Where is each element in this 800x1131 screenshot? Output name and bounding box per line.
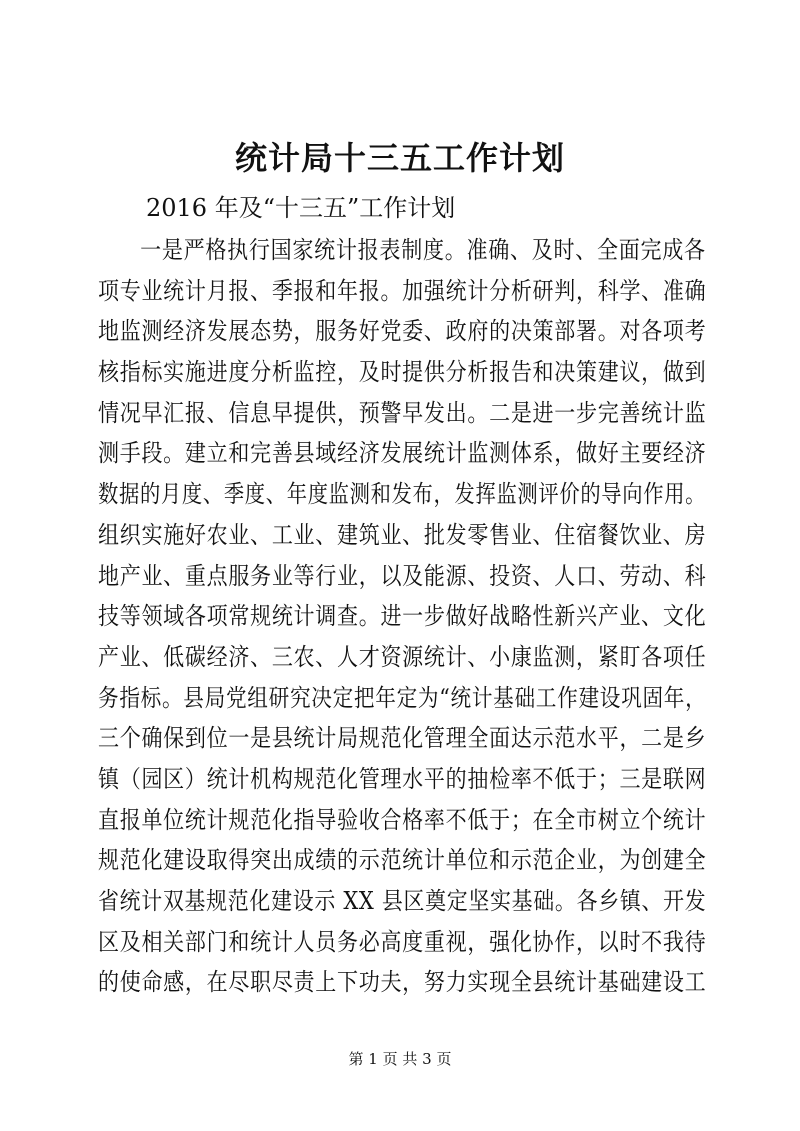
body-line: 直报单位统计规范化指导验收合格率不低于；在全市树立个统计 [98, 805, 707, 834]
body-line: 产业、低碳经济、三农、人才资源统计、小康监测，紧盯各项任 [98, 642, 707, 671]
page-number-footer: 第 1 页 共 3 页 [348, 1050, 452, 1068]
body-line: 情况早汇报、信息早提供，预警早发出。二是进一步完善统计监 [98, 398, 707, 427]
body-line: 组织实施好农业、工业、建筑业、批发零售业、住宿餐饮业、房 [98, 520, 707, 549]
body-line: 地监测经济发展态势，服务好党委、政府的决策部署。对各项考 [98, 317, 707, 346]
body-line: 规范化建设取得突出成绩的示范统计单位和示范企业，为创建全 [98, 846, 707, 875]
body-line: 三个确保到位一是县统计局规范化管理全面达示范水平，二是乡 [98, 724, 707, 753]
body-line: 核指标实施进度分析监控，及时提供分析报告和决策建议，做到 [98, 358, 707, 387]
body-paragraph [98, 230, 706, 1003]
body-line: 区及相关部门和统计人员务必高度重视，强化协作，以时不我待 [98, 927, 707, 956]
body-line: 数据的月度、季度、年度监测和发布，发挥监测评价的导向作用。 [98, 480, 707, 509]
body-line: 技等领域各项常规统计调查。进一步做好战略性新兴产业、文化 [98, 602, 707, 631]
document-title: 统计局十三五工作计划 [234, 139, 565, 177]
body-line: 一是严格执行国家统计报表制度。准确、及时、全面完成各 [140, 236, 706, 264]
body-line: 务指标。县局党组研究决定把年定为“统计基础工作建设巩固年， [98, 683, 707, 712]
body-line: 的使命感，在尽职尽责上下功夫，努力实现全县统计基础建设工 [98, 968, 707, 997]
body-line: 省统计双基规范化建设示 XX 县区奠定坚实基础。各乡镇、开发 [98, 887, 707, 915]
body-line: 项专业统计月报、季报和年报。加强统计分析研判，科学、准确 [98, 276, 707, 305]
document-subtitle: 2016 年及“十三五”工作计划 [146, 194, 456, 222]
body-line: 地产业、重点服务业等行业，以及能源、投资、人口、劳动、科 [98, 561, 707, 590]
body-line: 镇（园区）统计机构规范化管理水平的抽检率不低于；三是联网 [98, 764, 707, 793]
body-line: 测手段。建立和完善县域经济发展统计监测体系，做好主要经济 [98, 439, 707, 468]
